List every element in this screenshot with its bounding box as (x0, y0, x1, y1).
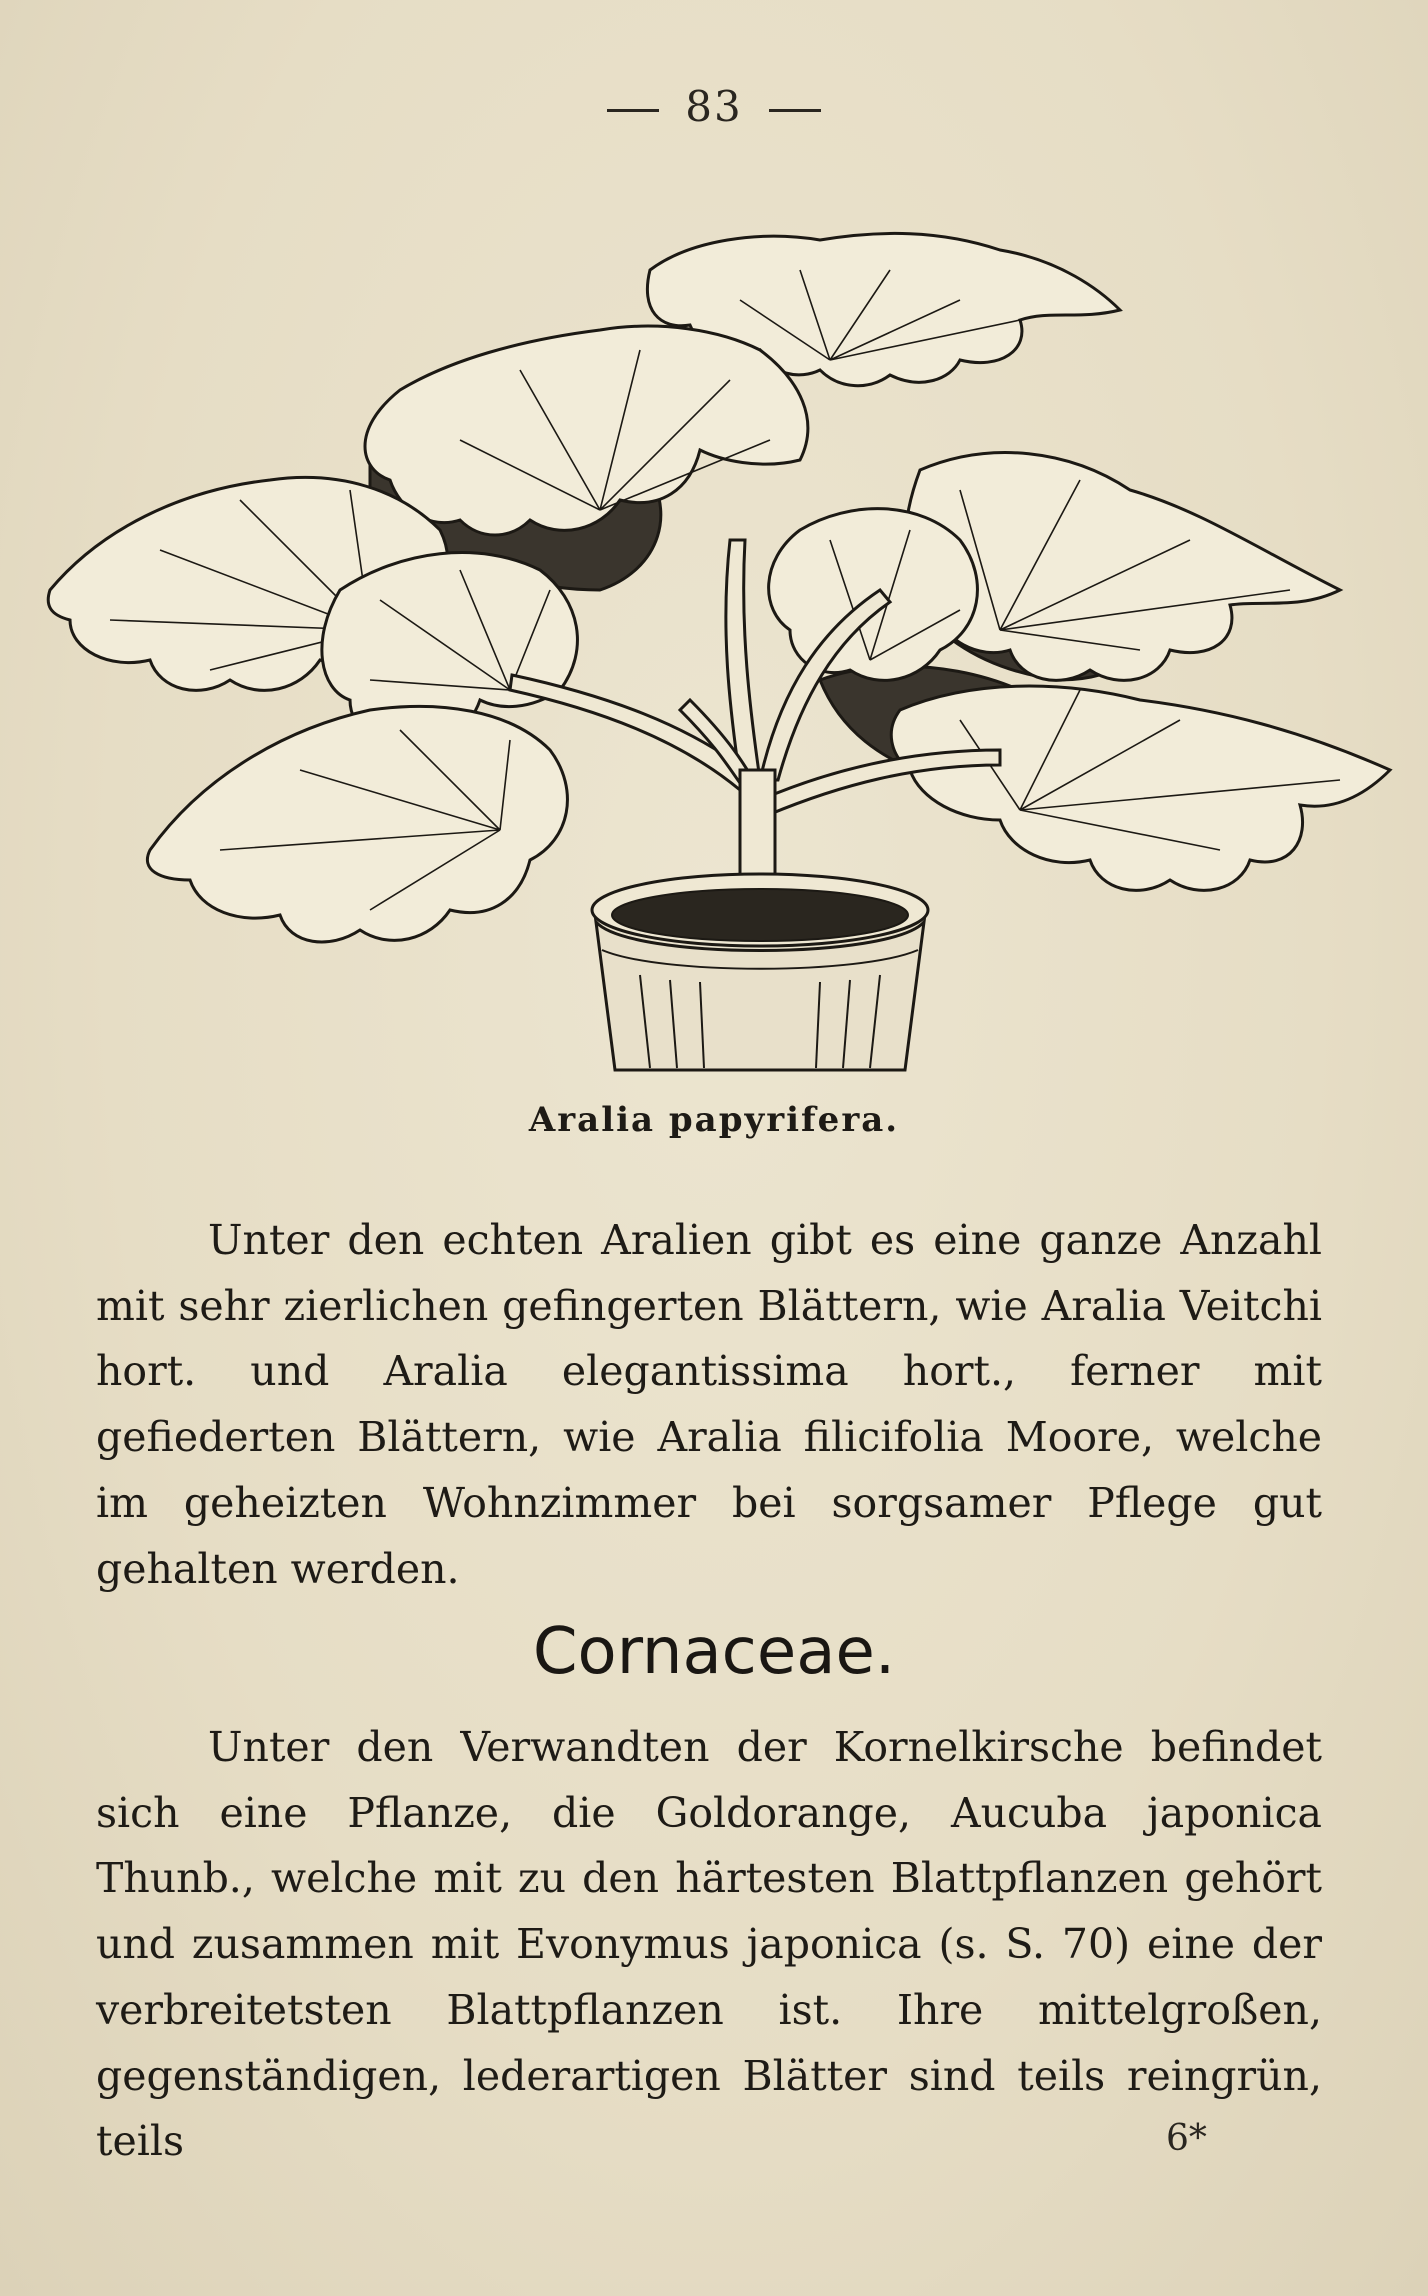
figure-caption: Aralia papyrifera. (528, 1100, 900, 1140)
right-dash (769, 109, 821, 112)
signature-mark: 6* (1166, 2118, 1207, 2159)
page-number-text: 83 (685, 82, 743, 131)
left-dash (607, 109, 659, 112)
aralia-plant-illustration (40, 210, 1400, 1090)
section-heading: Cornaceae. (532, 1615, 896, 1689)
paragraph-cornaceae: Unter den Verwandten der Kornelkirsche befindet sich eine Pflanze, die Goldorange, Aucuba japonica Thunb., welche mit zu den härtesten Blattpflanzen gehört und zusammen mit Evonymus japonica (s. S. 70) eine der verbreitetsten Blattpflanzen ist. Ihre mittelgroßen, gegenständigen, lederartigen Blätter sind teils reingrün, teils (96, 1723, 1322, 2166)
page-number (0, 82, 1428, 131)
paragraph-aralia: Unter den echten Aralien gibt es eine ganze Anzahl mit sehr zierlichen gefingerten Blättern, wie Aralia Veitchi hort. und Aralia elegantissima hort., ferner mit gefiederten Blättern, wie Aralia filicifolia Moore, welche im geheizten Wohnzimmer bei sorgsamer Pflege gut gehalten werden. (96, 1216, 1322, 1593)
